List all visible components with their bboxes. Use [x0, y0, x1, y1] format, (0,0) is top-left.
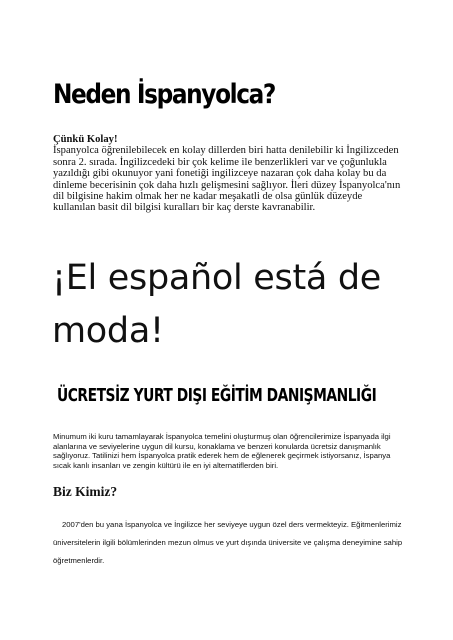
who-section	[53, 516, 408, 570]
spanish-headline: ¡El español está de moda!	[52, 258, 381, 351]
who-heading: Biz Kimiz?	[53, 484, 118, 499]
consultancy-paragraph: Minumum iki kuru tamamlayarak İspanyolca temelini oluşturmuş olan öğrencilerimize İspanyada ilgi alanlarına ve seviyelerine uygun dil kursu, konaklama ve benzeri konularda ücretsiz danışmanlık sağlıyoruz. Tatilinizi hem İspanyolca pratik ederek hem de eğlenerek geçirmek istiyorsanız, İspanya sıcak kanlı insanları ve zengin kültürü ile en iyi alternatiflerden biri.	[53, 432, 391, 470]
who-paragraph: 2007'den bu yana İspanyolca ve İngilizce her seviyeye uygun özel ders vermekteyiz. Eğitmenlerimiz üniversitelerin ilgili bölümlerinden mezun olmus ve yurt dışında üniversite ve çalışma deneyimine sahip öğretmenlerdir.	[53, 520, 403, 565]
why-heading: Çünkü Kolay!	[53, 134, 118, 145]
why-paragraph: İspanyolca öğrenilebilecek en kolay dillerden biri hatta denilebilir ki İngilizceden sonra 2. sırada. İngilizcedeki bir çok kelime ile benzerlikleri var ve çoğunlukla yazıldığı gibi okunuyor yani fonetiği ingilizceye nazaran çok daha kolay bu da dinleme becerisinin çok daha hızlı gelişmesini sağlıyor. İleri düzey İspanyolca'nın dil bilgisine hakim olmak her ne kadar meşakatli de olsa günlük düzeyde kullanılan basit dil bilgisi kuralları bir kaç derste kavranabilir.	[53, 145, 401, 214]
page-title: Neden İspanyolca?	[53, 79, 276, 110]
why-section	[53, 134, 403, 214]
consultancy-banner: ÜCRETSİZ YURT DIŞI EĞİTİM DANIŞMANLIĞI	[57, 386, 377, 406]
